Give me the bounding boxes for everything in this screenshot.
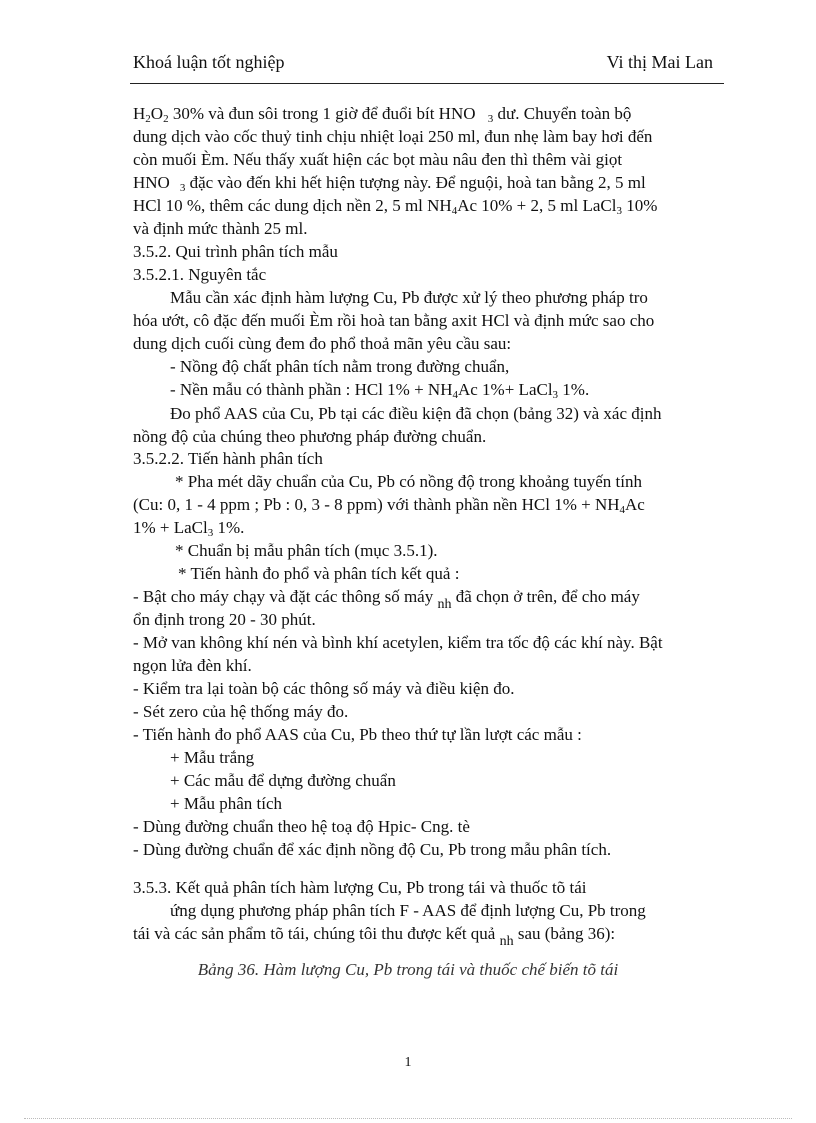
- text-line: Mẫu cần xác định hàm lượng Cu, Pb được xử lý theo phương pháp tro: [170, 288, 648, 307]
- list-item: - Dùng đường chuẩn để xác định nồng độ Cu, Pb trong mẫu phân tích.: [133, 840, 612, 859]
- list-item: - Mở van không khí nén và bình khí acetylen, kiểm tra tốc độ các khí này. Bật: [133, 633, 663, 652]
- text-line: * Pha mét dãy chuẩn của Cu, Pb có nồng độ trong khoảng tuyến tính: [175, 472, 642, 491]
- list-item: + Các mẫu để dựng đường chuẩn: [170, 771, 396, 790]
- list-item: - Sét zero của hệ thống máy đo.: [133, 702, 349, 721]
- list-item: + Mẫu phân tích: [170, 794, 283, 813]
- subsection-heading: 3.5.2.2. Tiến hành phân tích: [133, 449, 323, 468]
- text-line: còn muối Èm. Nếu thấy xuất hiện các bọt màu nâu đen thì thêm vài giọt: [133, 150, 623, 169]
- text-line: ngọn lửa đèn khí.: [133, 656, 252, 675]
- subsection-heading: 3.5.2.1. Nguyên tắc: [133, 265, 267, 284]
- text-line: $H_2O_2$ 30% và đun sôi trong 1 giờ để đuổi bít HNO $_3$ dư. Chuyển toàn bộ: [133, 104, 632, 125]
- header-left: Khoá luận tốt nghiệp: [133, 52, 285, 72]
- text-line: HCl 10 %, thêm các dung dịch nền 2, 5 ml $NH_4Ac$ 10% + 2, 5 ml LaCl$_3$ 10%: [133, 196, 658, 217]
- list-item: - Tiến hành đo phổ AAS của Cu, Pb theo thứ tự lần lượt các mẫu :: [133, 725, 582, 744]
- text-line: nồng độ của chúng theo phương pháp đường chuẩn.: [133, 427, 487, 446]
- text-line: * Tiến hành đo phổ và phân tích kết quả :: [178, 564, 460, 583]
- text-line: 1% + LaCl$_3$ 1%.: [133, 518, 245, 539]
- list-item: + Mẫu trắng: [170, 748, 255, 767]
- text-line: Đo phổ AAS của Cu, Pb tại các điều kiện đã chọn (bảng 32) và xác định: [170, 404, 662, 423]
- section-heading: 3.5.3. Kết quả phân tích hàm lượng Cu, Pb trong tái và thuốc tõ tái: [133, 878, 587, 897]
- text-line: ổn định trong 20 - 30 phút.: [133, 610, 316, 629]
- text-line: dung dịch vào cốc thuỷ tinh chịu nhiệt loại 250 ml, đun nhẹ làm bay hơi đến: [133, 127, 653, 146]
- section-heading: 3.5.2. Qui trình phân tích mẫu: [133, 242, 338, 261]
- page-number: 1: [404, 1055, 412, 1070]
- text-line: hóa ướt, cô đặc đến muối Èm rồi hoà tan bằng axit HCl và định mức sao cho: [133, 311, 655, 330]
- text-line: (Cu: 0, 1 - 4 ppm ; Pb : 0, 3 - 8 ppm) với thành phần nền HCl $1\% + NH_4Ac$: [133, 495, 645, 516]
- list-item: - Dùng đường chuẩn theo hệ toạ độ Hpic- Cng. tè: [133, 817, 470, 836]
- text-line: và định mức thành 25 ml.: [133, 219, 308, 238]
- text-line: * Chuẩn bị mẫu phân tích (mục 3.5.1).: [175, 541, 438, 560]
- list-item: - Nồng độ chất phân tích nằm trong đường chuẩn,: [170, 357, 510, 376]
- list-item: - Nền mẫu có thành phần : HCl $1\% + NH_4Ac$ 1%+ LaCl$_3$ 1%.: [170, 380, 590, 401]
- table-caption: Bảng 36. Hàm lượng Cu, Pb trong tái và thuốc chế biến tõ tái: [197, 960, 619, 979]
- page-header: [133, 52, 713, 73]
- text-line: HNO $_3$ đặc vào đến khi hết hiện tượng này. Để nguội, hoà tan bằng 2, 5 ml: [133, 173, 646, 194]
- text-line: dung dịch cuối cùng đem đo phổ thoả mãn yêu cầu sau:: [133, 334, 512, 353]
- list-item: - Kiểm tra lại toàn bộ các thông số máy và điều kiện đo.: [133, 679, 515, 698]
- header-divider: [130, 83, 724, 84]
- text-line: tái và các sản phẩm tõ tái, chúng tôi thu được kết quả $_{nh}$ sau (bảng 36):: [133, 924, 616, 949]
- header-right: Vi thị Mai Lan: [606, 52, 713, 72]
- page-bottom-divider: [24, 1118, 792, 1119]
- text-line: ứng dụng phương pháp phân tích F - AAS để định lượng Cu, Pb trong: [170, 901, 646, 920]
- list-item: - Bật cho máy chạy và đặt các thông số máy $_{nh}$ đã chọn ở trên, để cho máy: [133, 587, 640, 612]
